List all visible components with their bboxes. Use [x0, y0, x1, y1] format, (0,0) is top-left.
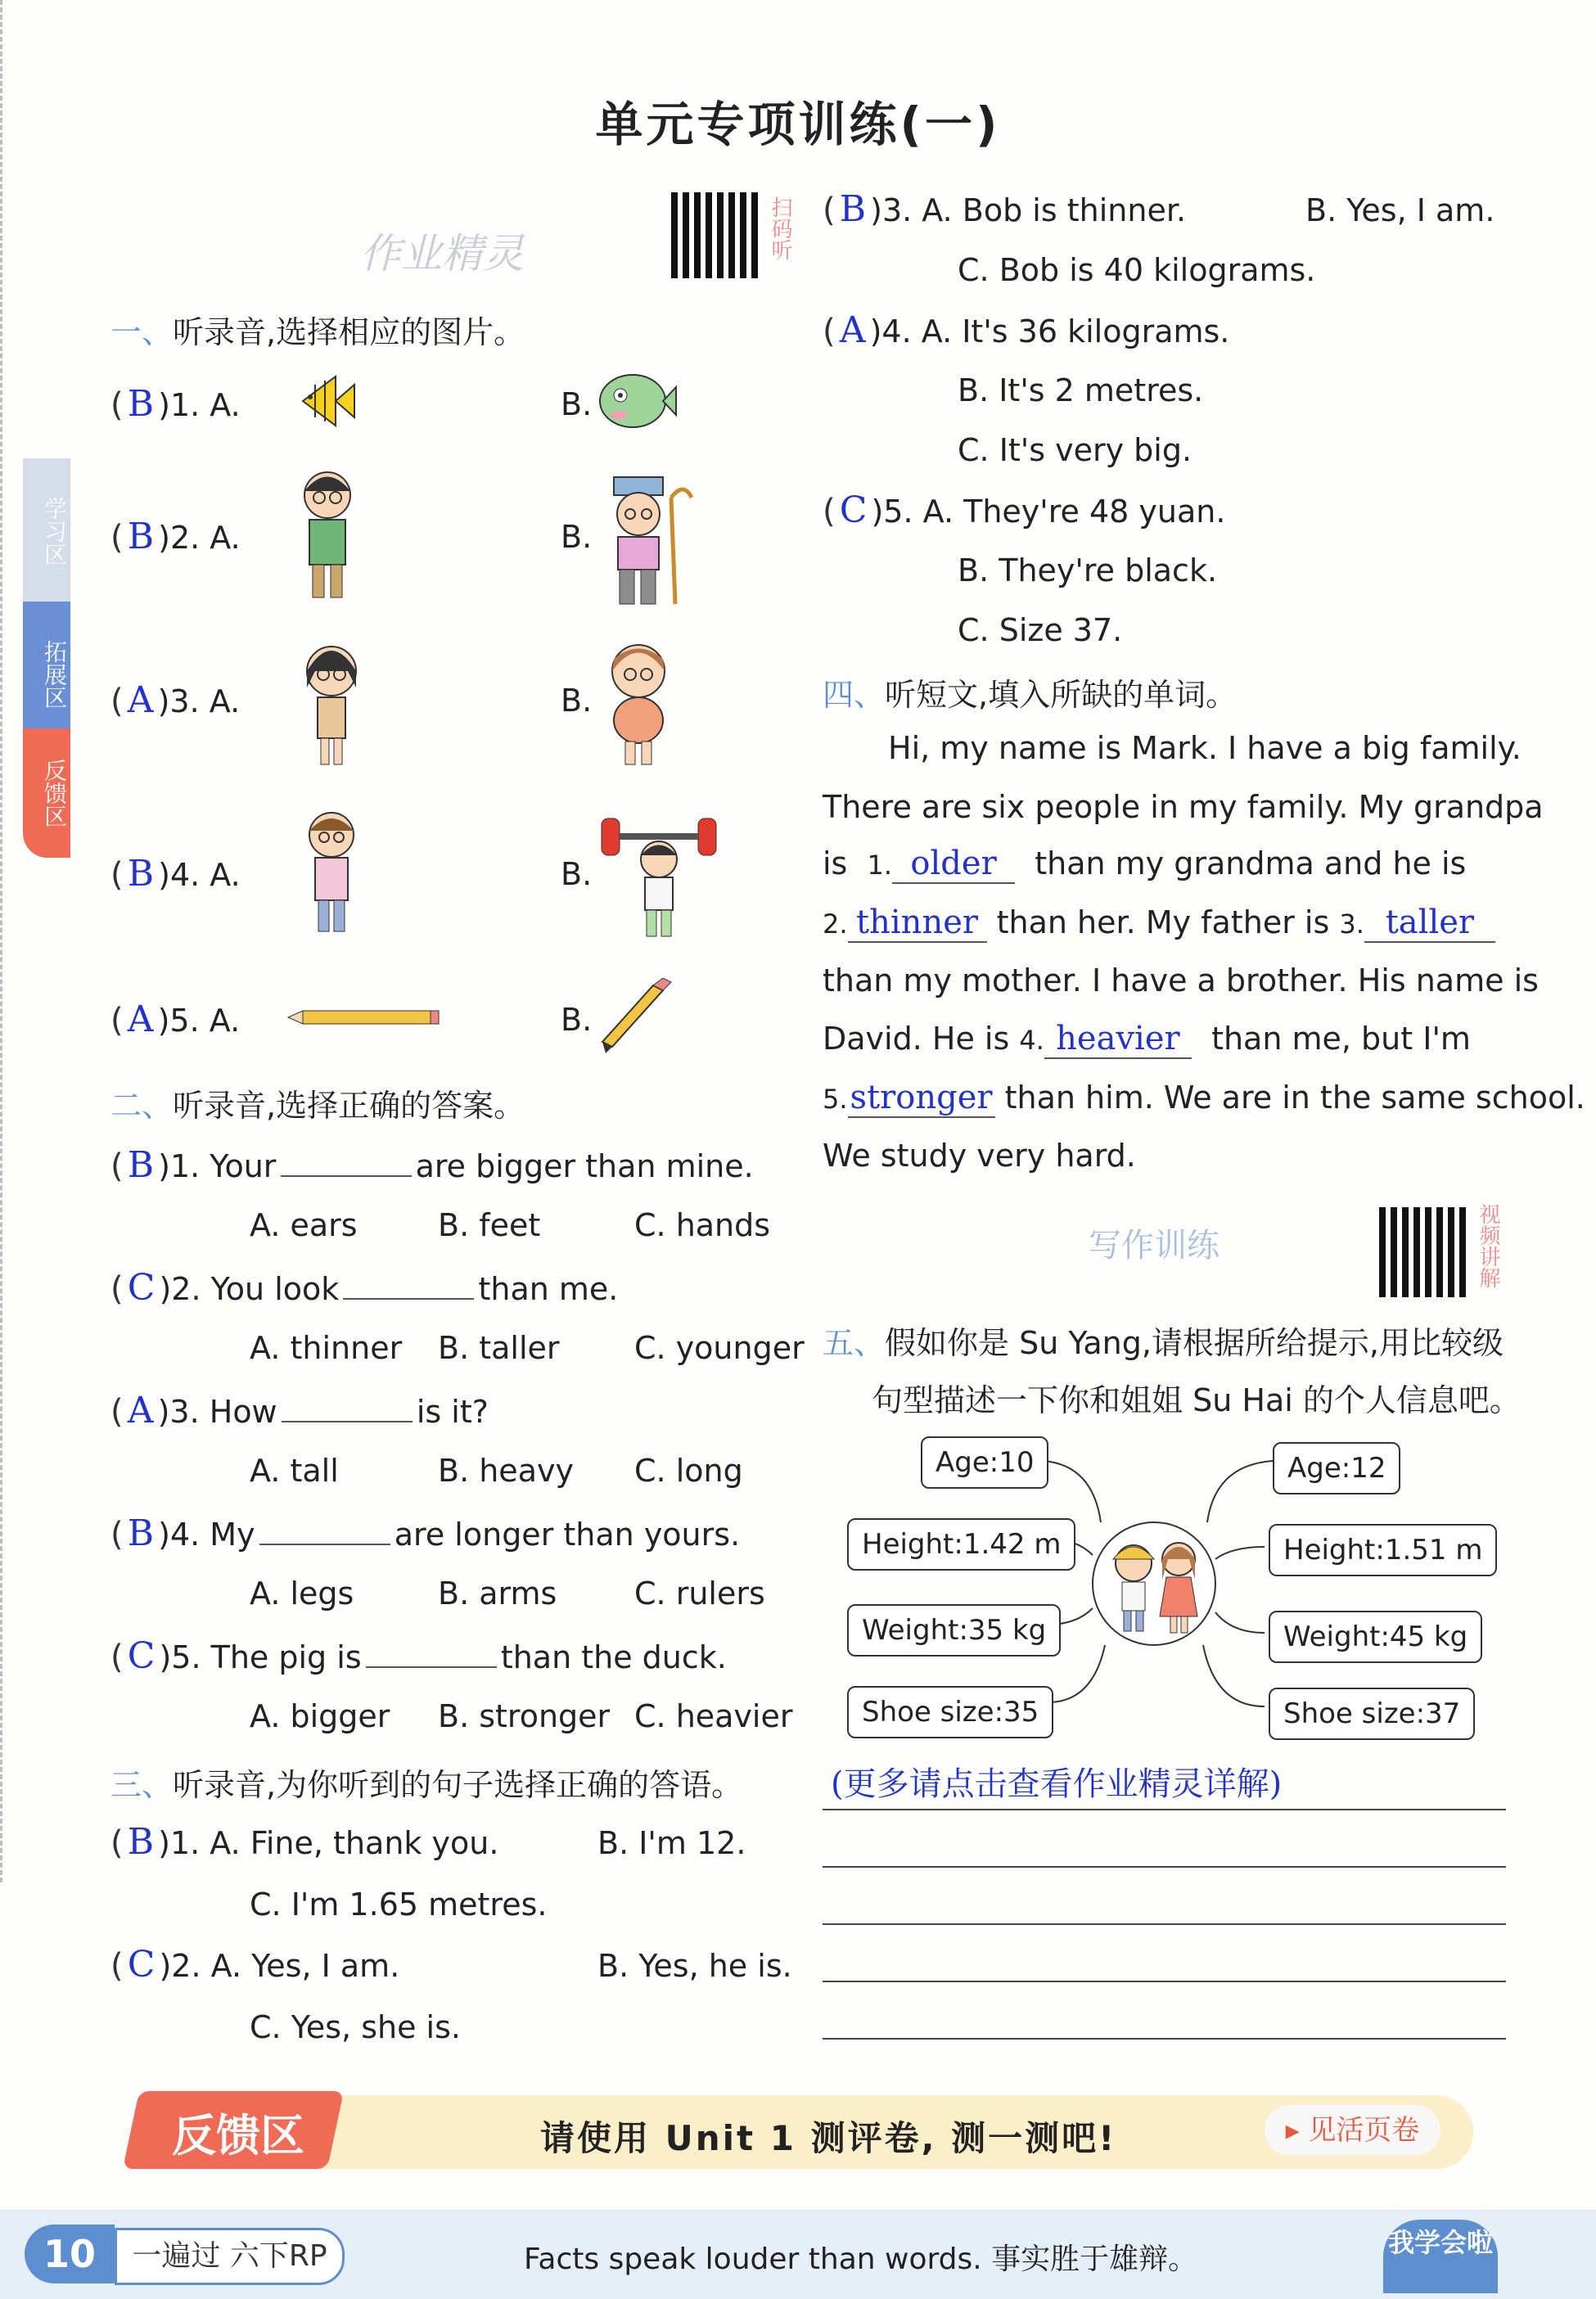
option-a: )5. A. They're 48 yuan. [871, 494, 1226, 530]
s2-q5: ( C )5. The pig is than the duck. [110, 1635, 727, 1677]
option-a: A. bigger [250, 1698, 390, 1734]
footer-quote: Facts speak louder than words. 事实胜于雄辩。 [524, 2243, 1198, 2276]
round-girl-icon [597, 638, 679, 769]
option-a: A. thinner [250, 1330, 403, 1366]
info-weight-left: Weight:35 kg [847, 1604, 1061, 1657]
big-fish-icon [596, 364, 678, 438]
section1-title: 听录音,选择相应的图片。 [173, 314, 525, 350]
feedback-label: 反馈区 [172, 2110, 304, 2162]
info-height-right: Height:1.51 m [1269, 1524, 1497, 1576]
passage-text: than him. We are in the same school. [1004, 1080, 1585, 1116]
option-a: A. ears [250, 1207, 358, 1243]
question-text: are longer than yours. [394, 1517, 741, 1553]
answer: B [127, 383, 155, 425]
passage-line [823, 845, 1510, 884]
option-b-label: B. [561, 856, 593, 892]
info-age-right: Age:12 [1273, 1442, 1400, 1494]
passage-line: There are six people in my family. My grandpa [823, 789, 1544, 825]
weightlifting-girl-icon [597, 810, 720, 941]
option-b-label: B. [561, 1002, 593, 1038]
s1-q5: ( A )5. A. [110, 998, 241, 1040]
question-text: are bigger than mine. [415, 1148, 754, 1184]
question-text: than me. [478, 1271, 619, 1307]
section3-num: 三、 [110, 1767, 174, 1803]
grandpa-icon [593, 473, 700, 612]
blank-num: 1. [867, 850, 893, 881]
answer: A [127, 679, 154, 721]
section2-title: 听录音,选择正确的答案。 [173, 1088, 525, 1124]
option-a: )4. A. It's 36 kilograms. [869, 313, 1230, 349]
section5-num: 五、 [823, 1325, 886, 1361]
boy-glasses-icon [295, 467, 360, 606]
option-b: B. It's 2 metres. [958, 372, 1204, 408]
blank-num: 5. [823, 1084, 848, 1115]
question-text: )2. You look [159, 1271, 340, 1307]
s2-q1: ( B )1. Your are bigger than mine. [110, 1144, 754, 1186]
writing-line [823, 1981, 1506, 1982]
fill-answer: older [892, 845, 1015, 884]
option-b: B. Yes, he is. [597, 1948, 792, 1984]
passage-text: than her. My father is [996, 904, 1330, 940]
blank-num: 2. [823, 908, 848, 940]
option-b: B. I'm 12. [597, 1825, 746, 1861]
page-number: 10 [25, 2225, 115, 2283]
badge-learned: 我学会啦 [1383, 2220, 1498, 2293]
section1-heading [110, 307, 525, 352]
question-label: )5. A. [157, 1003, 241, 1039]
writing-line [823, 2038, 1506, 2040]
option-b: B. Yes, I am. [1305, 192, 1495, 228]
passage-line: We study very hard. [823, 1138, 1136, 1174]
option-a: )2. A. Yes, I am. [159, 1948, 400, 1984]
writing-label: 写作训练 [1089, 1227, 1220, 1264]
writing-line [823, 1923, 1506, 1925]
book-title: 一遍过 六下RP [115, 2228, 345, 2285]
passage-text: David. He is [823, 1021, 1010, 1057]
s3-q5: ( C )5. A. They're 48 yuan. [823, 489, 1226, 531]
question-label: )1. A. [158, 387, 241, 423]
option-b-label: B. [561, 519, 593, 555]
section4-title: 听短文,填入所缺的单词。 [885, 677, 1238, 713]
question-label: )2. A. [158, 520, 241, 556]
question-text: )5. The pig is [159, 1639, 362, 1675]
option-b: B. taller [438, 1330, 560, 1366]
option-c: C. Yes, she is. [250, 2009, 461, 2045]
passage-line [823, 1079, 1585, 1118]
s3-q4: ( A )4. A. It's 36 kilograms. [823, 309, 1230, 351]
feedback-text: 请使用 Unit 1 测评卷, 测一测吧! [540, 2118, 1117, 2158]
s2-q4: ( B )4. My are longer than yours. [110, 1512, 741, 1554]
info-age-left: Age:10 [921, 1436, 1048, 1489]
question-text: is it? [416, 1394, 489, 1430]
option-c: C. It's very big. [958, 432, 1192, 468]
section5-title-line2: 句型描述一下你和姐姐 Su Hai 的个人信息吧。 [872, 1382, 1521, 1418]
s2-q3: ( A )3. How is it? [110, 1390, 489, 1431]
option-c: C. heavier [634, 1698, 793, 1734]
option-b: B. stronger [438, 1698, 611, 1734]
s3-q1: ( B )1. A. Fine, thank you. [110, 1821, 499, 1863]
boy-icon [299, 806, 364, 937]
option-b: B. heavy [438, 1453, 574, 1489]
qr-code-video[interactable] [1379, 1207, 1469, 1297]
sidebar-tab-study[interactable]: 学习区 [23, 458, 70, 604]
option-a: )3. A. Bob is thinner. [870, 192, 1187, 228]
answer: B [127, 516, 155, 557]
option-b: B. They're black. [958, 552, 1218, 588]
info-shoe-right: Shoe size:37 [1269, 1688, 1475, 1740]
option-c: C. long [634, 1453, 743, 1489]
blank-num: 4. [1019, 1025, 1044, 1056]
question-label: )3. A. [157, 683, 241, 719]
info-weight-right: Weight:45 kg [1269, 1611, 1482, 1663]
section3-heading [110, 1760, 742, 1805]
fish-icon [299, 368, 356, 434]
writing-line [823, 1809, 1506, 1810]
s3-q3: ( B )3. A. Bob is thinner. [823, 188, 1187, 230]
answer: C [127, 1267, 156, 1309]
question-label: )4. A. [158, 857, 241, 893]
answer: B [127, 1821, 155, 1863]
option-a: A. legs [250, 1575, 354, 1612]
blank [282, 1421, 413, 1422]
option-b: B. feet [438, 1207, 541, 1243]
answer: B [127, 1512, 155, 1554]
s1-q4: ( B )4. A. [110, 853, 241, 895]
passage-text: than my grandma and he is [1035, 845, 1467, 881]
sisters-icon [1101, 1535, 1207, 1637]
answer: C [839, 489, 868, 531]
option-b-label: B. [561, 683, 593, 719]
option-a: A. tall [250, 1453, 339, 1489]
answer: B [127, 1144, 155, 1186]
sidebar-tab-expand[interactable]: 拓展区 [23, 602, 70, 747]
option-c: C. rulers [634, 1575, 765, 1612]
s1-q3: ( A )3. A. [110, 679, 241, 721]
answer: A [839, 309, 866, 351]
section2-num: 二、 [110, 1088, 174, 1124]
blank [259, 1544, 390, 1545]
passage-line [823, 904, 1495, 943]
section1-num: 一、 [110, 314, 174, 350]
answer: B [127, 853, 155, 895]
section2-heading [110, 1080, 525, 1125]
option-a: )1. A. Fine, thank you. [158, 1825, 499, 1861]
passage-line [823, 1020, 1471, 1059]
section5-heading [823, 1318, 1504, 1363]
passage-text: than me, but I'm [1211, 1021, 1471, 1057]
option-c: C. younger [634, 1330, 805, 1366]
answer: C [127, 1635, 156, 1677]
fill-answer: stronger [848, 1079, 995, 1118]
short-pencil-icon [597, 978, 679, 1060]
see-worksheet-button[interactable]: ▸ 见活页卷 [1265, 2105, 1440, 2156]
long-pencil-icon [286, 1005, 442, 1030]
fill-answer: taller [1364, 904, 1495, 943]
info-height-left: Height:1.42 m [847, 1518, 1075, 1571]
fill-answer: thinner [848, 904, 987, 943]
blank [343, 1298, 474, 1300]
option-c: C. Size 37. [958, 612, 1123, 648]
blank-num: 3. [1339, 908, 1364, 940]
section3-title: 听录音,为你听到的句子选择正确的答语。 [173, 1767, 743, 1803]
question-text: than the duck. [500, 1639, 727, 1675]
more-details-link[interactable]: (更多请点击查看作业精灵详解) [831, 1765, 1283, 1803]
passage-text: is [823, 845, 848, 881]
fill-answer: heavier [1044, 1020, 1192, 1059]
blank [366, 1666, 497, 1668]
question-text: )1. Your [158, 1148, 277, 1184]
option-c: C. I'm 1.65 metres. [250, 1887, 548, 1923]
option-b: B. arms [438, 1575, 557, 1612]
s2-q2: ( C )2. You look than me. [110, 1267, 619, 1309]
writing-line [823, 1866, 1506, 1868]
answer: C [127, 1944, 156, 1986]
s1-q1: ( B )1. A. [110, 383, 241, 425]
question-text: )3. How [157, 1394, 277, 1430]
qr-hint-video: 视频讲解 [1476, 1203, 1500, 1288]
s1-q2: ( B )2. A. [110, 516, 241, 557]
passage-line: Hi, my name is Mark. I have a big family. [888, 730, 1522, 766]
answer: A [127, 998, 154, 1040]
sidebar-tab-feedback[interactable]: 反馈区 [23, 728, 70, 858]
section5-title: 假如你是 Su Yang,请根据所给提示,用比较级 [885, 1325, 1504, 1361]
answer: A [127, 1390, 154, 1431]
section4-heading [823, 669, 1237, 714]
option-c: C. hands [634, 1207, 771, 1243]
qr-hint-listen: 扫码听 [768, 196, 792, 260]
option-b-label: B. [561, 386, 593, 422]
info-shoe-left: Shoe size:35 [847, 1686, 1053, 1738]
s3-q2: ( C )2. A. Yes, I am. [110, 1944, 400, 1986]
passage-line: than my mother. I have a brother. His name is [823, 962, 1539, 998]
thin-girl-icon [295, 638, 368, 769]
option-c: C. Bob is 40 kilograms. [958, 252, 1316, 288]
qr-code-listen[interactable] [671, 192, 761, 278]
section4-num: 四、 [823, 677, 886, 713]
blank [281, 1175, 412, 1177]
question-text: )4. My [158, 1517, 255, 1553]
answer: B [839, 188, 867, 230]
page-title: 单元专项训练(一) [595, 97, 1001, 152]
watermark: 作业精灵 [360, 230, 524, 277]
